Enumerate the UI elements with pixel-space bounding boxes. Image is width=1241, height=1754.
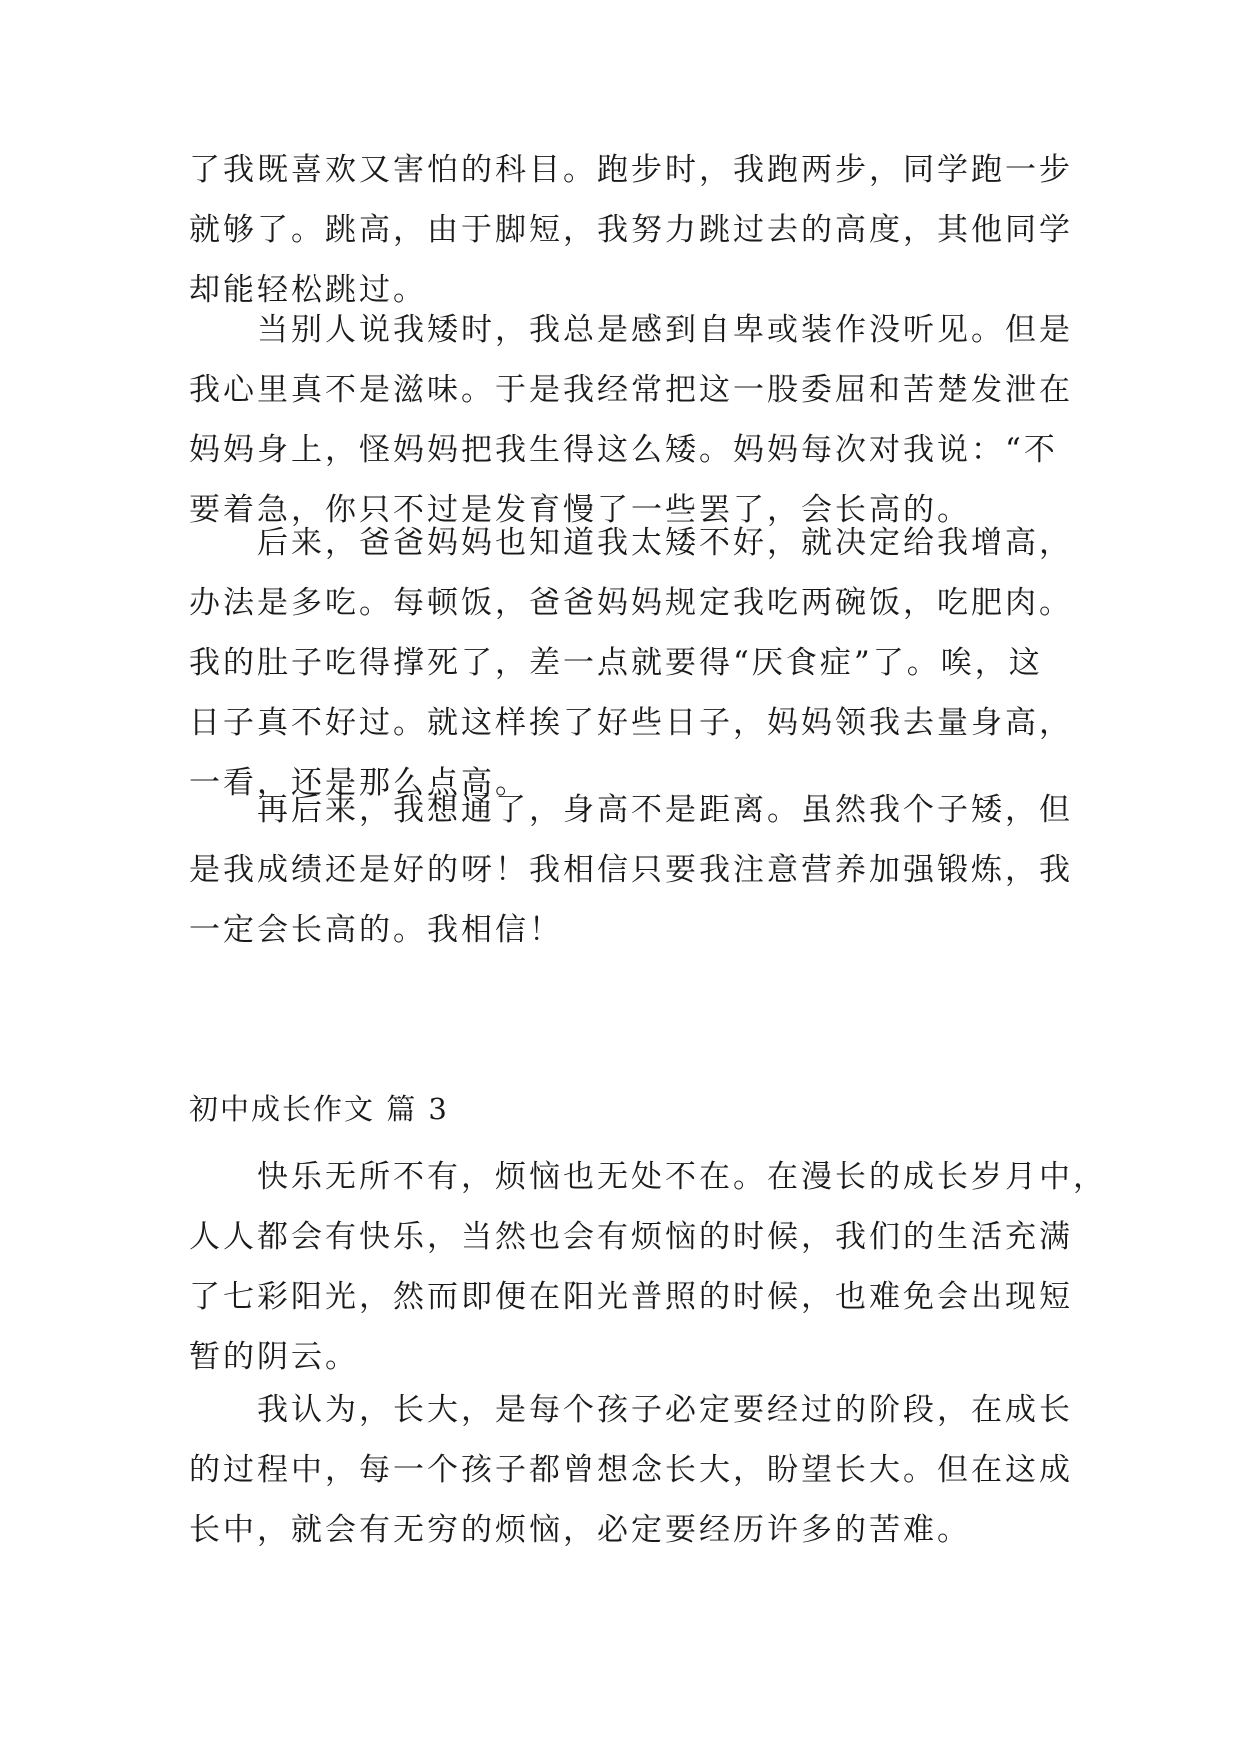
text-line: 再后来，我想通了，身高不是距离。虽然我个子矮，但 xyxy=(257,792,1073,828)
text-line: 却能轻松跳过。 xyxy=(189,272,427,308)
text-line: 是我成绩还是好的呀！我相信只要我注意营养加强锻炼，我 xyxy=(189,852,1073,888)
section-heading: 初中成长作文 篇 3 xyxy=(189,1092,449,1126)
text-line: 了七彩阳光，然而即便在阳光普照的时候，也难免会出现短 xyxy=(189,1279,1073,1315)
text-line: 要着急，你只不过是发育慢了一些罢了，会长高的。 xyxy=(189,492,971,528)
text-line: 就够了。跳高，由于脚短，我努力跳过去的高度，其他同学 xyxy=(189,212,1073,248)
text-line: 后来，爸爸妈妈也知道我太矮不好，就决定给我增高， xyxy=(257,525,1073,561)
text-line: 一定会长高的。我相信！ xyxy=(189,912,563,948)
text-line: 的过程中，每一个孩子都曾想念长大，盼望长大。但在这成 xyxy=(189,1452,1073,1488)
paragraph xyxy=(189,1380,1073,1560)
text-line: 人人都会有快乐，当然也会有烦恼的时候，我们的生活充满 xyxy=(189,1219,1073,1255)
text-line: 长中，就会有无穷的烦恼，必定要经历许多的苦难。 xyxy=(189,1512,971,1548)
paragraph xyxy=(189,780,1073,960)
paragraph xyxy=(189,1147,1107,1387)
text-line: 妈妈身上，怪妈妈把我生得这么矮。妈妈每次对我说：“不 xyxy=(189,432,1058,468)
text-line: 暂的阴云。 xyxy=(189,1339,359,1375)
paragraph xyxy=(189,140,1073,320)
paragraph xyxy=(189,300,1073,540)
text-line: 办法是多吃。每顿饭，爸爸妈妈规定我吃两碗饭，吃肥肉。 xyxy=(189,585,1073,621)
text-line: 一看，还是那么点高。 xyxy=(189,765,529,801)
text-line: 我认为，长大，是每个孩子必定要经过的阶段，在成长 xyxy=(257,1392,1073,1428)
text-line: 快乐无所不有，烦恼也无处不在。在漫长的成长岁月中， xyxy=(257,1159,1107,1195)
text-line: 了我既喜欢又害怕的科目。跑步时，我跑两步，同学跑一步 xyxy=(189,152,1073,188)
text-line: 当别人说我矮时，我总是感到自卑或装作没听见。但是 xyxy=(257,312,1073,348)
text-line: 我心里真不是滋味。于是我经常把这一股委屈和苦楚发泄在 xyxy=(189,372,1073,408)
text-line: 我的肚子吃得撑死了，差一点就要得“厌食症”了。唉，这 xyxy=(189,645,1043,681)
text-line: 日子真不好过。就这样挨了好些日子，妈妈领我去量身高， xyxy=(189,705,1073,741)
paragraph xyxy=(189,513,1073,813)
